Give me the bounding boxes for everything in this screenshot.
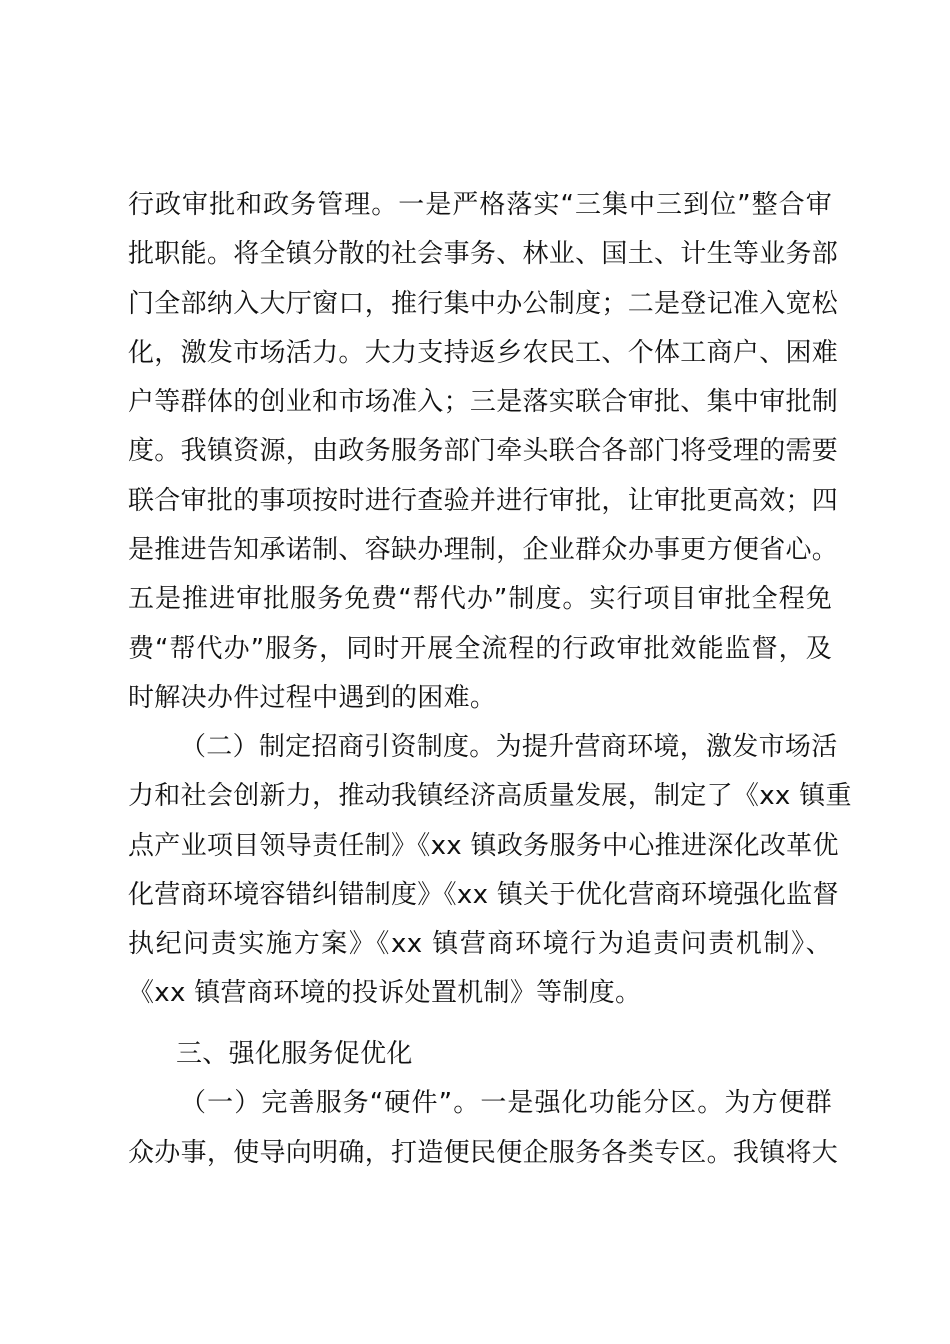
text-line: 化，激发市场活力。大力支持返乡农民工、个体工商户、困难 [128,337,839,368]
section-service-optimization [128,1030,839,1178]
text-line: 时解决办件过程中遇到的困难。 [128,682,497,713]
text-line: 行政审批和政务管理。一是严格落实“三集中三到位”整合审 [128,190,832,220]
text-line: （一）完善服务“硬件”。一是强化功能分区。为方便群 [180,1088,832,1119]
text-line: 费“帮代办”服务，同时开展全流程的行政审批效能监督，及 [128,633,832,664]
text-line: （二）制定招商引资制度。为提升营商环境，激发市场活 [180,732,838,762]
text-line: 《xx 镇营商环境的投诉处置机制》等制度。 [128,978,642,1009]
text-line: 执纪问责实施方案》《xx 镇营商环境行为追责问责机制》、 [128,929,832,960]
text-line: 批职能。将全镇分散的社会事务、林业、国土、计生等业务部 [128,239,839,270]
text-line: 化营商环境容错纠错制度》《xx 镇关于优化营商环境强化监督 [128,879,839,910]
text-line: 户等群体的创业和市场准入；三是落实联合审批、集中审批制 [128,387,839,418]
text-line: 度。我镇资源，由政务服务部门牵头联合各部门将受理的需要 [128,436,839,467]
text-line: 联合审批的事项按时进行查验并进行审批，让审批更高效；四 [128,485,839,516]
text-line: 点产业项目领导责任制》《xx 镇政务服务中心推进深化改革优 [128,830,839,861]
paragraph-investment-policy [128,723,852,1019]
text-line: 门全部纳入大厅窗口，推行集中办公制度；二是登记准入宽松 [128,288,839,319]
text-line: 力和社会创新力，推动我镇经济高质量发展，制定了《xx 镇重 [128,781,852,812]
paragraph-administrative-approval [128,181,839,723]
text-line: 五是推进审批服务免费“帮代办”制度。实行项目审批全程免 [128,584,832,615]
text-line: 是推进告知承诺制、容缺办理制，企业群众办事更方便省心。 [128,535,839,566]
section-heading: 三、强化服务促优化 [176,1039,413,1069]
text-line: 众办事，使导向明确，打造便民便企服务各类专区。我镇将大 [128,1137,839,1168]
